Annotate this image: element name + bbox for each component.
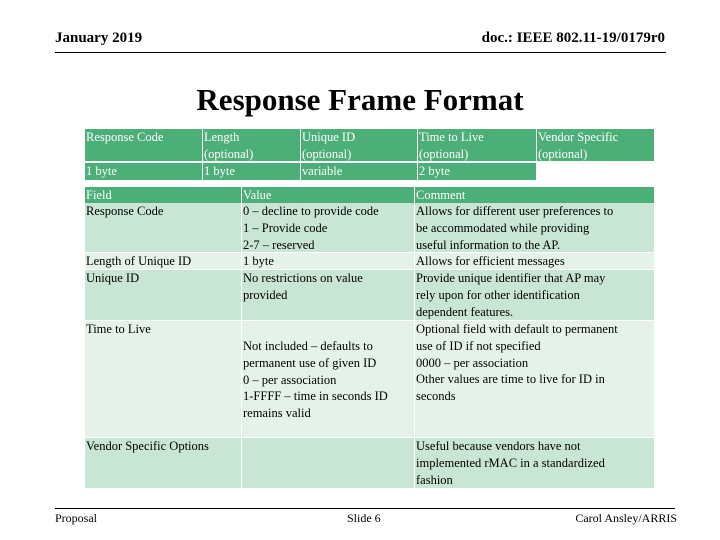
detail-row-vendor-comment: Useful because vendors have not implemented rMAC in a standardized fashion — [415, 438, 654, 488]
detail-row-unique-id-value: No restrictions on value provided — [242, 270, 414, 320]
header-document-id: doc.: IEEE 802.11-19/0179r0 — [481, 30, 665, 46]
detail-row-ttl-value: Not included – defaults to permanent use of given ID 0 – per association 1-FFFF – time in seconds ID remains valid — [242, 321, 414, 437]
detail-row-ttl-comment: Optional field with default to permanent use of ID if not specified 0000 – per association Other values are time to live for ID in seconds — [415, 321, 654, 437]
detail-header-field: Field — [85, 187, 241, 203]
detail-row-response-code-comment: Allows for different user preferences to be accommodated while providing useful information to the AP. — [415, 203, 654, 252]
header-date: January 2019 — [55, 30, 143, 46]
detail-row-vendor-field: Vendor Specific Options — [85, 438, 241, 488]
detail-header-value: Value — [242, 187, 414, 203]
detail-row-vendor-value — [242, 438, 414, 488]
frame-field-time-to-live: Time to Live (optional) — [418, 129, 536, 161]
detail-row-unique-id-comment: Provide unique identifier that AP may rely upon for other identification dependent features. — [415, 270, 654, 320]
header-divider — [55, 52, 666, 53]
frame-size-unique-id: variable — [301, 163, 417, 180]
frame-size-time-to-live: 2 byte — [418, 163, 536, 180]
detail-row-response-code-field: Response Code — [85, 203, 241, 252]
frame-size-response-code: 1 byte — [85, 163, 202, 180]
frame-size-length: 1 byte — [203, 163, 300, 180]
detail-row-length-value: 1 byte — [242, 253, 414, 269]
footer-author: Carol Ansley/ARRIS — [575, 511, 677, 525]
frame-size-vendor-specific — [537, 163, 654, 180]
detail-row-length-comment: Allows for efficient messages — [415, 253, 654, 269]
frame-field-unique-id: Unique ID (optional) — [301, 129, 417, 161]
footer-divider — [55, 508, 675, 509]
footer-proposal: Proposal — [55, 511, 97, 525]
detail-header-comment: Comment — [415, 187, 654, 203]
frame-field-response-code: Response Code — [85, 129, 202, 161]
slide-title: Response Frame Format — [196, 82, 524, 117]
detail-row-length-field: Length of Unique ID — [85, 253, 241, 269]
detail-row-ttl-field: Time to Live — [85, 321, 241, 437]
frame-field-length: Length (optional) — [203, 129, 300, 161]
detail-row-response-code-value: 0 – decline to provide code 1 – Provide code 2-7 – reserved — [242, 203, 414, 252]
frame-field-vendor-specific: Vendor Specific (optional) — [537, 129, 654, 161]
footer-slide-number: Slide 6 — [347, 511, 381, 525]
detail-row-unique-id-field: Unique ID — [85, 270, 241, 320]
